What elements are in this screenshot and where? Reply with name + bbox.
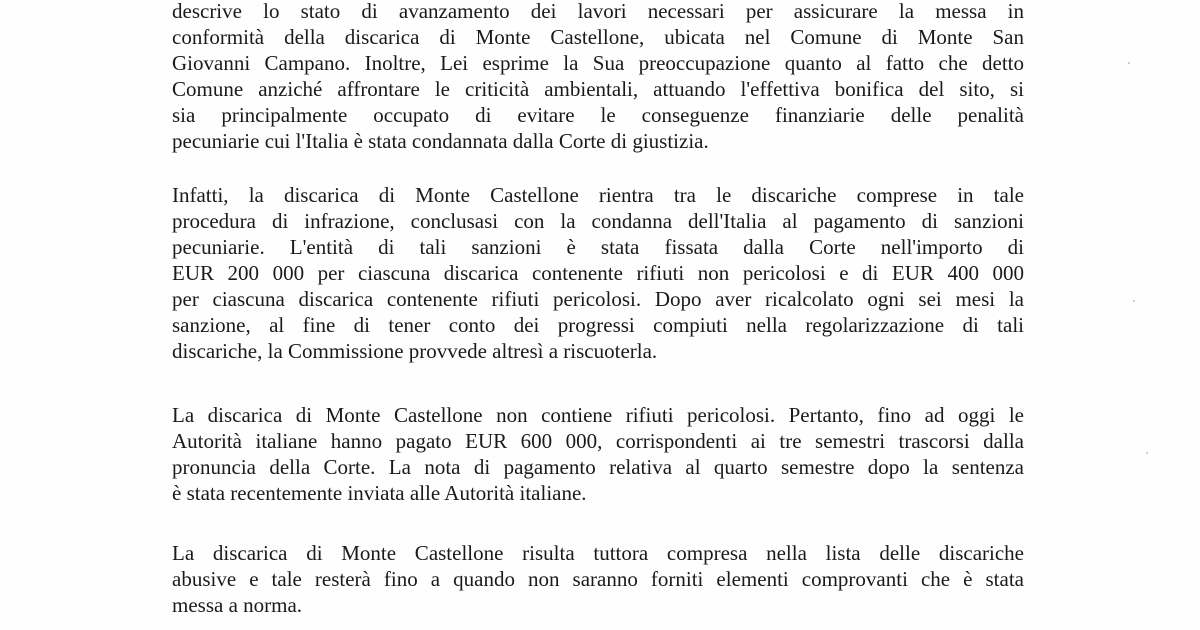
- text-line: conformità della discarica di Monte Castellone, ubicata nel Comune di Monte San: [172, 25, 1024, 49]
- paragraph-3: [172, 402, 1024, 506]
- scan-speck: [1146, 452, 1148, 454]
- text-line: per ciascuna discarica contenente rifiuti pericolosi. Dopo aver ricalcolato ogni sei mesi la: [172, 287, 1024, 311]
- paragraph-1: [172, 0, 1024, 154]
- scan-speck: [1133, 300, 1135, 302]
- scan-speck: [1128, 62, 1130, 64]
- text-line: discariche, la Commissione provvede altresì a riscuoterla.: [172, 339, 658, 363]
- text-line: pecuniarie. L'entità di tali sanzioni è stata fissata dalla Corte nell'importo di: [172, 235, 1024, 259]
- text-line: Infatti, la discarica di Monte Castellone rientra tra le discariche comprese in tale: [172, 183, 1024, 207]
- text-line: pronuncia della Corte. La nota di pagamento relativa al quarto semestre dopo la sentenza: [172, 455, 1024, 479]
- text-line: sanzione, al fine di tener conto dei progressi compiuti nella regolarizzazione di tali: [172, 313, 1024, 337]
- text-line: Autorità italiane hanno pagato EUR 600 000, corrispondenti ai tre semestri trascorsi dalla: [172, 429, 1024, 453]
- text-line: messa a norma.: [172, 593, 303, 617]
- text-line: sia principalmente occupato di evitare le conseguenze finanziarie delle penalità: [172, 103, 1024, 127]
- text-line: è stata recentemente inviata alle Autorità italiane.: [172, 481, 587, 505]
- paragraph-4: [172, 540, 1024, 618]
- text-line: procedura di infrazione, conclusasi con la condanna dell'Italia al pagamento di sanzioni: [172, 209, 1024, 233]
- text-line: descrive lo stato di avanzamento dei lavori necessari per assicurare la messa in: [172, 0, 1024, 23]
- text-line: abusive e tale resterà fino a quando non saranno forniti elementi comprovanti che è stata: [172, 567, 1024, 591]
- text-line: pecuniarie cui l'Italia è stata condannata dalla Corte di giustizia.: [172, 129, 709, 153]
- paragraph-2: [172, 182, 1024, 364]
- text-line: La discarica di Monte Castellone non contiene rifiuti pericolosi. Pertanto, fino ad oggi le: [172, 403, 1024, 427]
- text-line: EUR 200 000 per ciascuna discarica contenente rifiuti non pericolosi e di EUR 400 000: [172, 261, 1024, 285]
- text-line: Giovanni Campano. Inoltre, Lei esprime la Sua preoccupazione quanto al fatto che detto: [172, 51, 1024, 75]
- text-line: La discarica di Monte Castellone risulta tuttora compresa nella lista delle discariche: [172, 541, 1024, 565]
- text-line: Comune anziché affrontare le criticità ambientali, attuando l'effettiva bonifica del sito, si: [172, 77, 1024, 101]
